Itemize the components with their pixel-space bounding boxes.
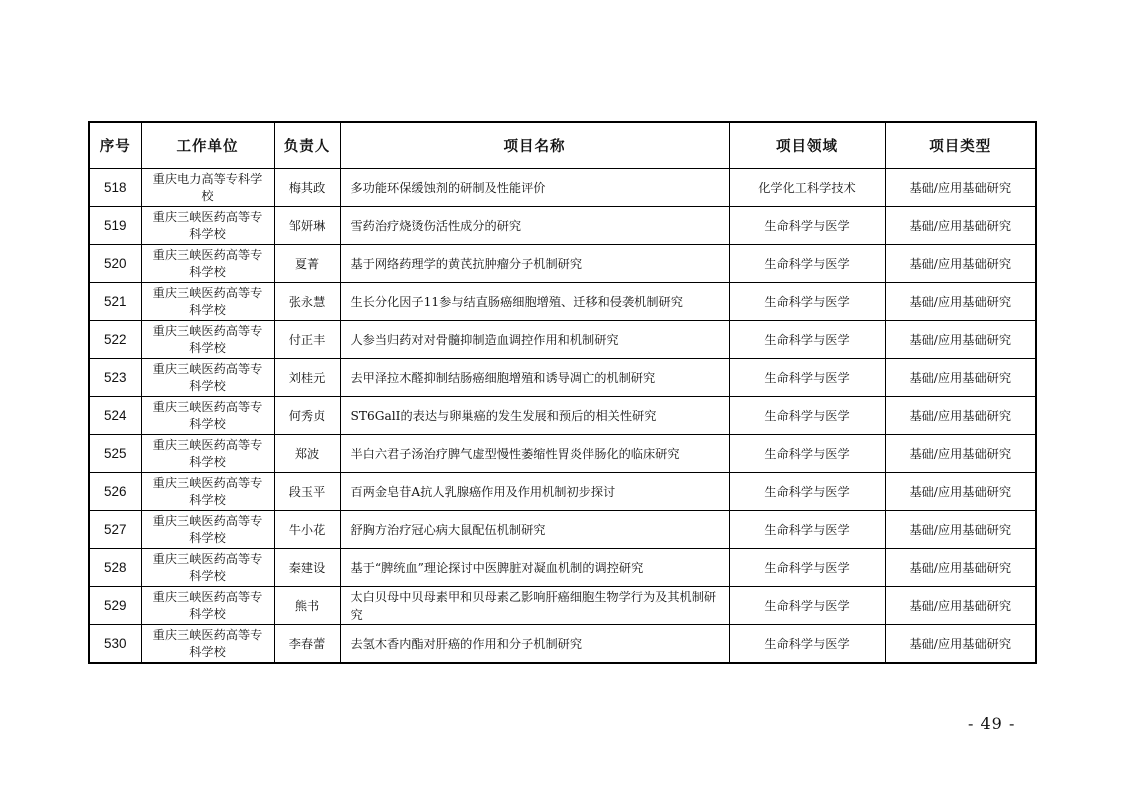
table-row — [89, 587, 1036, 625]
cell-work-unit: 重庆三峡医药高等专科学校 — [141, 549, 274, 587]
cell-project-field: 生命科学与医学 — [729, 207, 885, 245]
cell-leader: 段玉平 — [274, 473, 340, 511]
cell-project-type: 基础/应用基础研究 — [885, 321, 1036, 359]
cell-work-unit: 重庆三峡医药高等专科学校 — [141, 207, 274, 245]
project-table — [88, 121, 1037, 664]
table-row — [89, 435, 1036, 473]
cell-project-field: 生命科学与医学 — [729, 321, 885, 359]
table-row — [89, 245, 1036, 283]
cell-project-type: 基础/应用基础研究 — [885, 245, 1036, 283]
cell-leader: 秦建设 — [274, 549, 340, 587]
cell-project-field: 生命科学与医学 — [729, 549, 885, 587]
header-row — [89, 122, 1036, 169]
cell-work-unit: 重庆三峡医药高等专科学校 — [141, 359, 274, 397]
cell-project-type: 基础/应用基础研究 — [885, 473, 1036, 511]
cell-leader: 熊书 — [274, 587, 340, 625]
cell-project-type: 基础/应用基础研究 — [885, 359, 1036, 397]
header-project-field: 项目领域 — [729, 122, 885, 169]
cell-serial-number: 529 — [89, 587, 141, 625]
header-project-name: 项目名称 — [340, 122, 729, 169]
cell-leader: 郑波 — [274, 435, 340, 473]
cell-serial-number: 522 — [89, 321, 141, 359]
table-row — [89, 359, 1036, 397]
cell-project-field: 生命科学与医学 — [729, 283, 885, 321]
cell-project-name: 舒胸方治疗冠心病大鼠配伍机制研究 — [340, 511, 729, 549]
cell-project-field: 生命科学与医学 — [729, 245, 885, 283]
cell-project-type: 基础/应用基础研究 — [885, 207, 1036, 245]
table-row — [89, 283, 1036, 321]
cell-project-field: 生命科学与医学 — [729, 359, 885, 397]
cell-project-type: 基础/应用基础研究 — [885, 625, 1036, 664]
cell-leader: 梅其政 — [274, 169, 340, 207]
cell-project-type: 基础/应用基础研究 — [885, 511, 1036, 549]
cell-project-field: 生命科学与医学 — [729, 625, 885, 664]
cell-leader: 张永慧 — [274, 283, 340, 321]
cell-project-name: 基于网络药理学的黄芪抗肿瘤分子机制研究 — [340, 245, 729, 283]
cell-project-type: 基础/应用基础研究 — [885, 397, 1036, 435]
cell-serial-number: 519 — [89, 207, 141, 245]
table-header — [89, 122, 1036, 169]
table-row — [89, 397, 1036, 435]
cell-project-name: 人参当归药对对骨髓抑制造血调控作用和机制研究 — [340, 321, 729, 359]
table-row — [89, 511, 1036, 549]
table-row — [89, 169, 1036, 207]
cell-work-unit: 重庆三峡医药高等专科学校 — [141, 321, 274, 359]
cell-project-field: 生命科学与医学 — [729, 435, 885, 473]
cell-work-unit: 重庆三峡医药高等专科学校 — [141, 625, 274, 664]
table-row — [89, 473, 1036, 511]
header-project-type: 项目类型 — [885, 122, 1036, 169]
cell-work-unit: 重庆三峡医药高等专科学校 — [141, 283, 274, 321]
cell-project-type: 基础/应用基础研究 — [885, 169, 1036, 207]
cell-work-unit: 重庆三峡医药高等专科学校 — [141, 473, 274, 511]
table-row — [89, 321, 1036, 359]
cell-leader: 邹妍琳 — [274, 207, 340, 245]
table-row — [89, 549, 1036, 587]
cell-serial-number: 530 — [89, 625, 141, 664]
cell-project-field: 生命科学与医学 — [729, 473, 885, 511]
cell-project-name: 太白贝母中贝母素甲和贝母素乙影响肝癌细胞生物学行为及其机制研究 — [340, 587, 729, 625]
cell-serial-number: 524 — [89, 397, 141, 435]
cell-project-type: 基础/应用基础研究 — [885, 435, 1036, 473]
cell-work-unit: 重庆电力高等专科学校 — [141, 169, 274, 207]
page-number: - 49 - — [968, 714, 1016, 733]
cell-serial-number: 520 — [89, 245, 141, 283]
cell-project-name: 基于“脾统血”理论探讨中医脾脏对凝血机制的调控研究 — [340, 549, 729, 587]
cell-work-unit: 重庆三峡医药高等专科学校 — [141, 245, 274, 283]
cell-project-name: 百两金皂苷A抗人乳腺癌作用及作用机制初步探讨 — [340, 473, 729, 511]
cell-serial-number: 523 — [89, 359, 141, 397]
cell-serial-number: 518 — [89, 169, 141, 207]
cell-work-unit: 重庆三峡医药高等专科学校 — [141, 435, 274, 473]
table-row — [89, 625, 1036, 664]
cell-project-type: 基础/应用基础研究 — [885, 549, 1036, 587]
cell-serial-number: 528 — [89, 549, 141, 587]
header-serial-number: 序号 — [89, 122, 141, 169]
cell-project-type: 基础/应用基础研究 — [885, 587, 1036, 625]
cell-project-name: 生长分化因子11参与结直肠癌细胞增殖、迁移和侵袭机制研究 — [340, 283, 729, 321]
cell-project-name: 雪药治疗烧烫伤活性成分的研究 — [340, 207, 729, 245]
cell-project-field: 化学化工科学技术 — [729, 169, 885, 207]
cell-work-unit: 重庆三峡医药高等专科学校 — [141, 587, 274, 625]
cell-work-unit: 重庆三峡医药高等专科学校 — [141, 397, 274, 435]
cell-project-name: 去甲泽拉木醛抑制结肠癌细胞增殖和诱导凋亡的机制研究 — [340, 359, 729, 397]
cell-leader: 牛小花 — [274, 511, 340, 549]
cell-project-field: 生命科学与医学 — [729, 587, 885, 625]
cell-project-name: 去氢木香内酯对肝癌的作用和分子机制研究 — [340, 625, 729, 664]
cell-leader: 何秀贞 — [274, 397, 340, 435]
cell-leader: 付正丰 — [274, 321, 340, 359]
cell-leader: 刘桂元 — [274, 359, 340, 397]
cell-project-name: 半白六君子汤治疗脾气虚型慢性萎缩性胃炎伴肠化的临床研究 — [340, 435, 729, 473]
cell-work-unit: 重庆三峡医药高等专科学校 — [141, 511, 274, 549]
header-leader: 负责人 — [274, 122, 340, 169]
cell-leader: 李春蕾 — [274, 625, 340, 664]
cell-serial-number: 527 — [89, 511, 141, 549]
table-row — [89, 207, 1036, 245]
cell-leader: 夏菁 — [274, 245, 340, 283]
cell-project-name: 多功能环保缓蚀剂的研制及性能评价 — [340, 169, 729, 207]
cell-project-name: ST6GalⅠ的表达与卵巢癌的发生发展和预后的相关性研究 — [340, 397, 729, 435]
cell-serial-number: 521 — [89, 283, 141, 321]
cell-project-type: 基础/应用基础研究 — [885, 283, 1036, 321]
cell-project-field: 生命科学与医学 — [729, 511, 885, 549]
table-body — [89, 169, 1036, 664]
cell-serial-number: 525 — [89, 435, 141, 473]
header-work-unit: 工作单位 — [141, 122, 274, 169]
cell-serial-number: 526 — [89, 473, 141, 511]
cell-project-field: 生命科学与医学 — [729, 397, 885, 435]
